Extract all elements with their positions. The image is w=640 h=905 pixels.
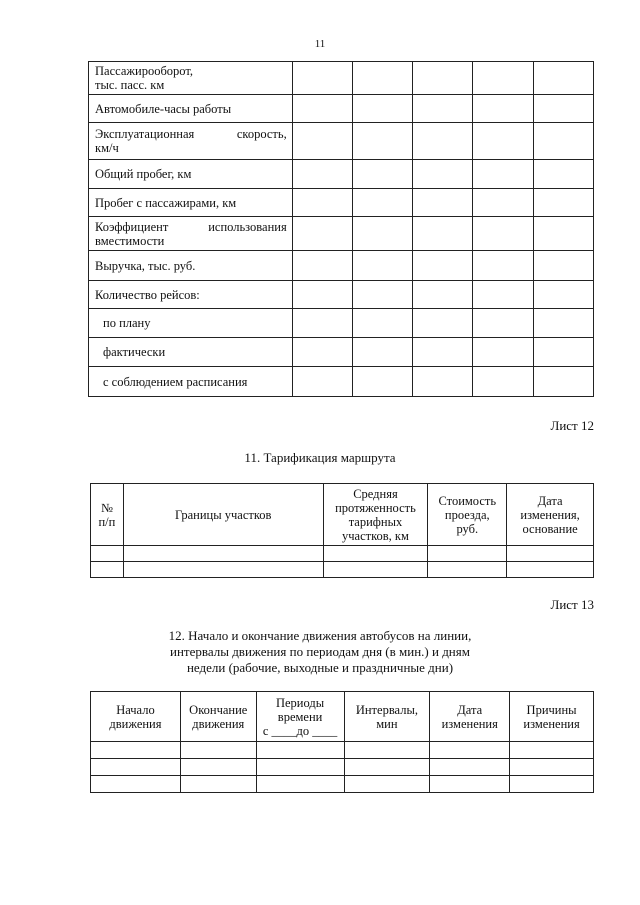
- header-borders: Границы участков: [123, 484, 323, 546]
- table-row: [91, 776, 594, 793]
- value-cell: [292, 189, 352, 217]
- header-start: Начало движения: [91, 692, 181, 742]
- row-label: Количество рейсов:: [89, 281, 293, 309]
- value-cell: [292, 338, 352, 367]
- row-label: Пробег с пассажирами, км: [89, 189, 293, 217]
- value-cell: [533, 217, 593, 251]
- value-cell: [292, 309, 352, 338]
- row-label: Автомобиле-часы работы: [89, 95, 293, 123]
- value-cell: [413, 189, 473, 217]
- table-row: [89, 281, 594, 309]
- value-cell: [533, 62, 593, 95]
- schedule-table: [90, 691, 594, 793]
- value-cell: [292, 160, 352, 189]
- table-row: [89, 217, 594, 251]
- value-cell: [413, 160, 473, 189]
- sheet-12-title: 11. Тарификация маршрута: [244, 450, 396, 465]
- value-cell: [413, 309, 473, 338]
- value-cell: [292, 367, 352, 397]
- value-cell: [352, 251, 412, 281]
- header-change-date: Дата изменения: [430, 692, 510, 742]
- table-row: [91, 546, 594, 562]
- value-cell: [533, 189, 593, 217]
- sheet-13-label: Лист 13: [550, 597, 594, 612]
- tariff-header-row: [91, 484, 594, 546]
- table-row: [89, 367, 594, 397]
- value-cell: [473, 160, 533, 189]
- table-row: [89, 251, 594, 281]
- table-row: [89, 189, 594, 217]
- value-cell: [533, 160, 593, 189]
- value-cell: [292, 281, 352, 309]
- value-cell: [352, 123, 412, 160]
- value-cell: [352, 189, 412, 217]
- header-change-date: Дата изменения, основание: [507, 484, 594, 546]
- table-row: [91, 562, 594, 578]
- header-num: № п/п: [91, 484, 124, 546]
- value-cell: [473, 309, 533, 338]
- table-row: [91, 759, 594, 776]
- header-reasons: Причины изменения: [510, 692, 594, 742]
- row-label: Коэффициент использования вместимости: [89, 217, 293, 251]
- tariff-table: [90, 483, 594, 578]
- table-row: [89, 338, 594, 367]
- table-row: [89, 160, 594, 189]
- header-end: Окончание движения: [180, 692, 256, 742]
- value-cell: [352, 62, 412, 95]
- value-cell: [533, 95, 593, 123]
- value-cell: [292, 62, 352, 95]
- value-cell: [292, 217, 352, 251]
- value-cell: [473, 281, 533, 309]
- value-cell: [352, 367, 412, 397]
- table-row: [89, 309, 594, 338]
- page-number: 11: [314, 38, 326, 50]
- value-cell: [413, 281, 473, 309]
- value-cell: [473, 338, 533, 367]
- row-label: Пассажирооборот, тыс. пасс. км: [89, 62, 293, 95]
- value-cell: [533, 309, 593, 338]
- value-cell: [352, 309, 412, 338]
- row-label: Выручка, тыс. руб.: [89, 251, 293, 281]
- value-cell: [533, 123, 593, 160]
- value-cell: [413, 367, 473, 397]
- sheet-12-label: Лист 12: [550, 418, 594, 433]
- value-cell: [292, 123, 352, 160]
- value-cell: [473, 217, 533, 251]
- table-row: [91, 742, 594, 759]
- value-cell: [413, 217, 473, 251]
- value-cell: [533, 281, 593, 309]
- value-cell: [413, 95, 473, 123]
- value-cell: [352, 217, 412, 251]
- value-cell: [413, 251, 473, 281]
- value-cell: [473, 189, 533, 217]
- value-cell: [352, 338, 412, 367]
- value-cell: [473, 251, 533, 281]
- row-label: с соблюдением расписания: [89, 367, 293, 397]
- value-cell: [352, 281, 412, 309]
- value-cell: [292, 95, 352, 123]
- header-periods: Периоды времени с ____до ____: [256, 692, 344, 742]
- row-label: Эксплуатационная скорость, км/ч: [89, 123, 293, 160]
- value-cell: [352, 95, 412, 123]
- row-label: фактически: [89, 338, 293, 367]
- header-intervals: Интервалы, мин: [344, 692, 430, 742]
- value-cell: [473, 95, 533, 123]
- table-row: [89, 62, 594, 95]
- row-label: по плану: [89, 309, 293, 338]
- value-cell: [292, 251, 352, 281]
- value-cell: [473, 123, 533, 160]
- sheet-13-title: 12. Начало и окончание движения автобусов на линии, интервалы движения по периодам дня (в мин.) и дням недели (рабочие, выходные и праздничные дни): [168, 628, 472, 675]
- table-row: [89, 123, 594, 160]
- value-cell: [413, 62, 473, 95]
- value-cell: [533, 338, 593, 367]
- table-row: [89, 95, 594, 123]
- header-avg-length: Средняя протяженность тарифных участков, км: [323, 484, 428, 546]
- value-cell: [473, 367, 533, 397]
- value-cell: [352, 160, 412, 189]
- header-cost: Стоимость проезда, руб.: [428, 484, 507, 546]
- row-label: Общий пробег, км: [89, 160, 293, 189]
- indicators-table: [88, 61, 594, 397]
- value-cell: [473, 62, 533, 95]
- value-cell: [533, 367, 593, 397]
- value-cell: [533, 251, 593, 281]
- schedule-header-row: [91, 692, 594, 742]
- value-cell: [413, 338, 473, 367]
- value-cell: [413, 123, 473, 160]
